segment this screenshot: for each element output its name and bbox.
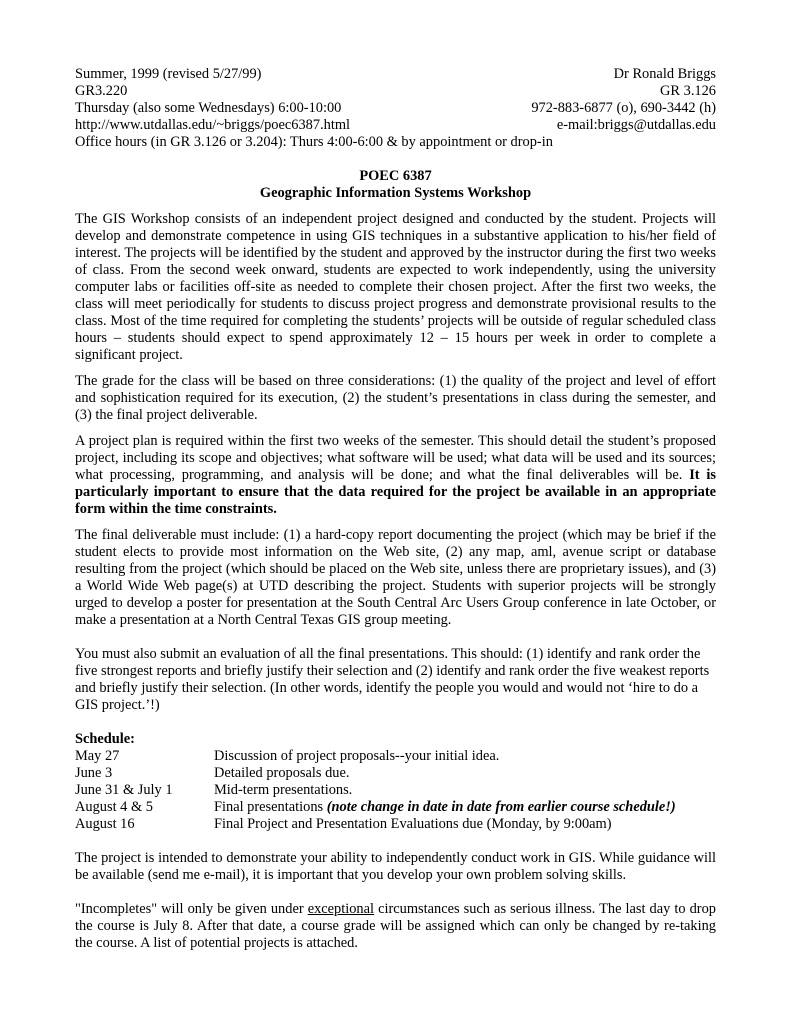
paragraph-purpose: The project is intended to demonstrate your ability to independently conduct work in GIS. While guidance will be available (send me e-mail), it is important that you develop your own problem solving skills. [75, 850, 716, 883]
schedule-row [75, 782, 716, 799]
schedule-description: Detailed proposals due. [214, 765, 350, 781]
course-title: Geographic Information Systems Workshop [259, 185, 532, 201]
schedule-row [75, 748, 716, 765]
schedule-row [75, 765, 716, 782]
schedule-row [75, 816, 716, 833]
course-url-link[interactable]: http://www.utdallas.edu/~briggs/poec6387.html [75, 117, 351, 133]
schedule-change-note: (note change in date in date from earlier course schedule!) [326, 799, 676, 815]
incompletes-text-b: circumstances such as serious illness. The last day to drop the course is July 8. After that date, a course grade will be assigned which can only be changed by re-taking the course. A list of potential projects is attached. [75, 901, 716, 951]
course-number: POEC 6387 [359, 168, 432, 184]
paragraph-overview: The GIS Workshop consists of an independent project designed and conducted by the student. Projects will develop and demonstrate competence in using GIS techniques in a substantive application to his/her field of interest. The projects will be identified by the student and approved by the instructor during the first two weeks of class. From the second week onward, students are expected to work independently, using the university computer labs or facilities off-site as needed to complete their chosen project. After the first two weeks, the class will meet periodically for students to discuss project progress and demonstrate provisional results to the class. Most of the time required for completing the students’ projects will be outside of regular scheduled class hours – students should expect to spend approximately 12 – 15 hours per week in order to complete a significant project. [75, 211, 716, 363]
office-hours: Office hours (in GR 3.126 or 3.204): Thurs 4:00-6:00 & by appointment or drop-in [75, 134, 553, 150]
paragraph-project-plan [75, 433, 716, 518]
project-plan-text: A project plan is required within the first two weeks of the semester. This should detail the student’s proposed project, including its scope and objectives; what software will be used; what data will be used and its sources; what processing, programming, and analysis will be done; and what the final deliverables will be. [75, 433, 716, 483]
email-link[interactable]: e-mail:briggs@utdallas.edu [556, 117, 716, 133]
schedule-date: August 16 [75, 816, 135, 832]
paragraph-deliverables: The final deliverable must include: (1) a hard-copy report documenting the project (which may be brief if the student elects to provide most information on the Web site, (2) any map, aml, avenue script or database resulting from the project (which should be placed on the Web site, unless there are proprietary issues), and (3) a World Wide Web page(s) at UTD describing the project. Students with superior projects will be strongly urged to develop a poster for presentation at the South Central Arc Users Group conference in late October, or make a presentation at a North Central Texas GIS group meeting. [75, 527, 716, 628]
schedule-date: June 3 [75, 765, 113, 781]
schedule-row [75, 799, 716, 816]
schedule-description-text: Final presentations [214, 799, 327, 815]
classroom-text: GR3.220 [75, 83, 128, 99]
schedule-description: Discussion of project proposals--your initial idea. [214, 748, 500, 764]
header-row [75, 100, 716, 117]
schedule-date: August 4 & 5 [75, 799, 153, 815]
paragraph-incompletes [75, 901, 716, 952]
class-time: Thursday (also some Wednesdays) 6:00-10:00 [75, 100, 342, 116]
header-row [75, 66, 716, 83]
instructor-name: Dr Ronald Briggs [613, 66, 716, 82]
schedule-date: May 27 [75, 748, 120, 764]
schedule-description: Final Project and Presentation Evaluations due (Monday, by 9:00am) [214, 816, 612, 832]
term-text: Summer, 1999 (revised 5/27/99) [75, 66, 262, 82]
paragraph-grading: The grade for the class will be based on three considerations: (1) the quality of the project and level of effort and sophistication required for its execution, (2) the student’s presentations in class during the semester, and (3) the final project deliverable. [75, 373, 716, 423]
schedule-description: Mid-term presentations. [214, 782, 353, 798]
header-block [75, 66, 716, 151]
schedule-table [75, 748, 716, 833]
incompletes-text-a: "Incompletes" will only be given under [75, 901, 308, 917]
paragraph-evaluation: You must also submit an evaluation of all the final presentations. This should: (1) identify and rank order the five strongest reports and briefly justify their selection and (2) identify and rank order the five weakest reports and briefly justify their selection. (In other words, identify the people you would and would not ‘hire to do a GIS project.’!) [75, 646, 710, 713]
syllabus-page [75, 66, 716, 952]
header-row [75, 83, 716, 100]
incompletes-underlined: exceptional [307, 901, 375, 917]
schedule-heading: Schedule: [75, 731, 135, 747]
header-row [75, 117, 716, 134]
schedule-date: June 31 & July 1 [75, 782, 173, 798]
schedule-description [214, 799, 676, 816]
office-room: GR 3.126 [660, 83, 716, 99]
project-plan-emphasis: It is particularly important to ensure that the data required for the project be available in an appropriate form within the time constraints. [75, 467, 716, 517]
phone-numbers: 972-883-6877 (o), 690-3442 (h) [531, 100, 716, 116]
